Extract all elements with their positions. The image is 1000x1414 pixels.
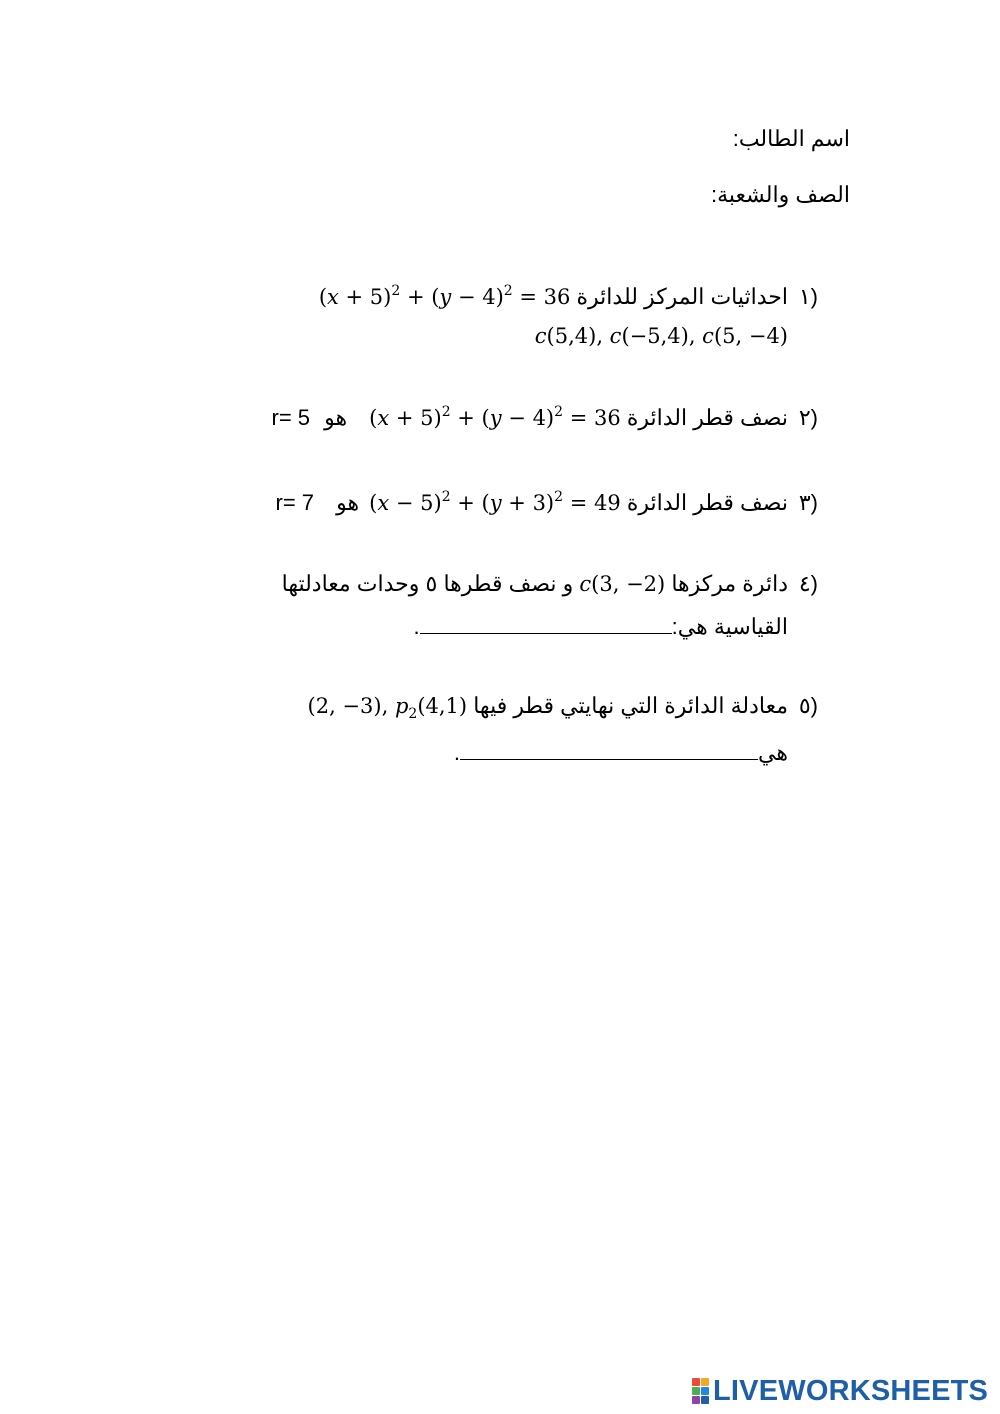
class-section-label: الصف والشعبة: (710, 182, 850, 207)
question-1-equation: $(x + 5)^2 + (y - 4)^2 = 36$ (318, 283, 571, 309)
logo-icon (692, 1378, 710, 1404)
question-3-line: نصف قطر الدائرة $(x - 5)^2 + (y + 3)^2$ = 49هو r= 7 (275, 489, 788, 515)
student-name-label: اسم الطالب: (732, 126, 850, 151)
question-2-answer-prefix: هو (324, 405, 348, 430)
question-5-line-1: معادلة الدائرة التي نهايتي قطر فيها (2, −3), $p_2(4,1)$ (307, 693, 788, 722)
question-2-number: ٢) (798, 405, 818, 430)
question-4-number: ٤) (798, 571, 818, 596)
question-1-line-1 (319, 284, 788, 310)
question-1-options[interactable]: c(5,4), c(−5,4), c(5, −4) (534, 324, 788, 348)
question-5-points: (2, −3), $p_2(4,1)$ (307, 694, 468, 722)
liveworksheets-logo (692, 1374, 988, 1408)
question-5-number: ٥) (798, 693, 818, 718)
question-5-line-2: هي. (454, 737, 788, 766)
question-2-answer[interactable]: r= 5 (271, 405, 311, 430)
question-1-text: احداثيات المركز للدائرة (570, 284, 788, 309)
question-4-answer-blank[interactable] (420, 611, 672, 634)
question-4-center: c(3, −2) (579, 572, 666, 596)
question-2-line: نصف قطر الدائرة $(x + 5)^2 + (y - 4)^2$ = 36هو r= 5 (271, 404, 788, 430)
question-1-number: ١) (798, 284, 818, 309)
question-2-equation: $(x + 5)^2 + (y - 4)^2 = 36$ (369, 404, 621, 430)
question-3-equation: $(x - 5)^2 + (y + 3)^2 = 49$ (369, 489, 621, 515)
logo-text: LIVEWORKSHEETS (713, 1374, 989, 1407)
question-4-line-1: دائرة مركزها c(3, −2) و نصف قطرها ٥ وحدات معادلتها (281, 571, 788, 596)
question-3-number: ٣) (798, 490, 818, 515)
question-3-answer-prefix: هو (336, 490, 360, 515)
question-3-answer[interactable]: r= 7 (275, 490, 315, 515)
question-4-line-2: القياسية هي:. (414, 611, 788, 640)
question-5-answer-blank[interactable] (460, 737, 758, 760)
